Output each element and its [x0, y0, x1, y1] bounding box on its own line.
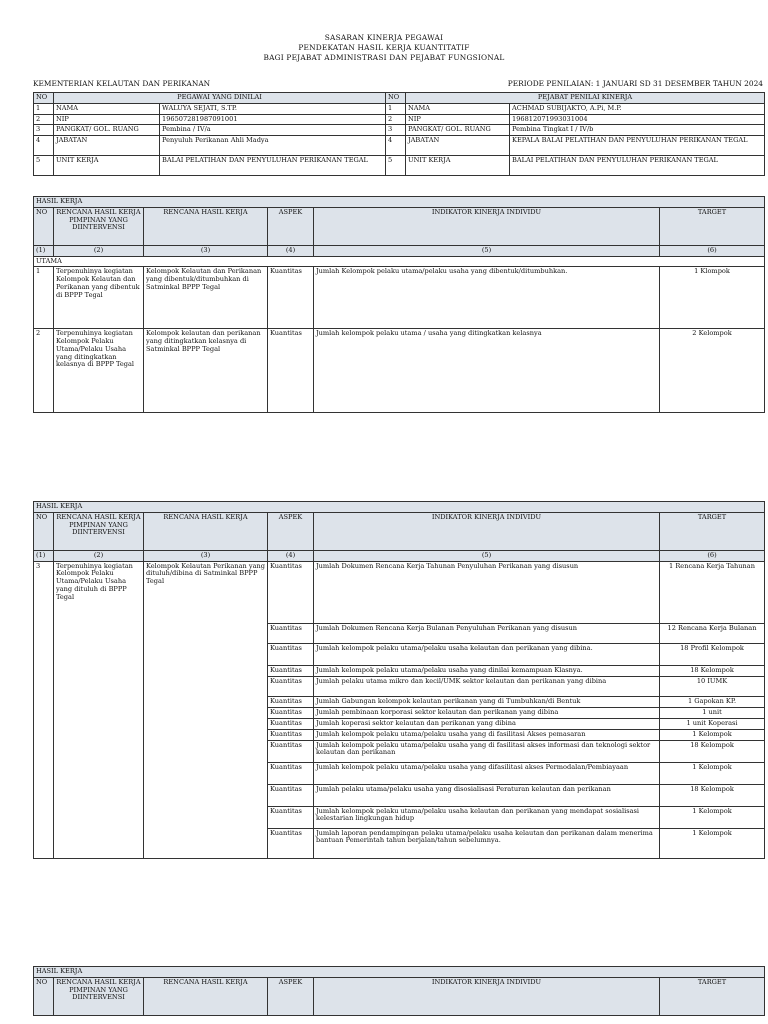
field-label: PANGKAT/ GOL. RUANG: [406, 125, 510, 136]
col-number: (2): [54, 245, 144, 256]
identity-row: [34, 103, 765, 114]
col-target: TARGET: [660, 977, 765, 1015]
table-row: [34, 329, 765, 413]
aspek: Kuantitas: [268, 267, 314, 329]
field-value: KEPALA BALAI PELATIHAN DAN PENYULUHAN PERIKANAN TEGAL: [510, 136, 765, 156]
identity-row: [34, 125, 765, 136]
row-number: 2: [386, 114, 406, 125]
col-number: (6): [660, 245, 765, 256]
col-number: (6): [660, 550, 765, 561]
field-label: JABATAN: [406, 136, 510, 156]
aspek: Kuantitas: [268, 762, 314, 784]
col-number: (2): [54, 550, 144, 561]
col-number: (4): [268, 245, 314, 256]
col-no: NO: [34, 977, 54, 1015]
item-number: 1: [34, 267, 54, 329]
aspek: Kuantitas: [268, 718, 314, 729]
aspek: Kuantitas: [268, 707, 314, 718]
doc-subtitle: PENDEKATAN HASIL KERJA KUANTITATIF: [298, 43, 470, 52]
aspek: Kuantitas: [268, 623, 314, 643]
row-number: 4: [386, 136, 406, 156]
col-number: (3): [144, 550, 268, 561]
indikator: Jumlah kelompok pelaku utama / usaha yang ditingkatkan kelasnya: [314, 329, 660, 413]
col-indikator: INDIKATOR KINERJA INDIVIDU: [314, 977, 660, 1015]
col-no: NO: [34, 93, 54, 104]
row-number: 4: [34, 136, 54, 156]
indikator: Jumlah kelompok pelaku utama/pelaku usaha kelautan dan perikanan yang dibina.: [314, 643, 660, 665]
field-value: BALAI PELATIHAN DAN PENYULUHAN PERIKANAN TEGAL: [510, 156, 765, 176]
target: 18 Profil Kelompok: [660, 643, 765, 665]
aspek: Kuantitas: [268, 729, 314, 740]
row-number: 3: [386, 125, 406, 136]
indikator: Jumlah Dokumen Rencana Kerja Tahunan Penyuluhan Perikanan yang disusun: [314, 561, 660, 623]
target: 1 Kelompok: [660, 729, 765, 740]
field-value: Penyuluh Perikanan Ahli Madya: [160, 136, 386, 156]
col-pegawai: PEGAWAI YANG DINILAI: [54, 93, 386, 104]
col-rencana-pimpinan: RENCANA HASIL KERJA PIMPINAN YANG DIINTERVENSI: [54, 977, 144, 1015]
rencana-pimpinan: Terpenuhinya kegiatan Kelompok Kelautan dan Perikanan yang dibentuk di BPPP Tegal: [54, 267, 144, 329]
ministry-name: KEMENTERIAN KELAUTAN DAN PERIKANAN: [33, 79, 211, 88]
aspek: Kuantitas: [268, 784, 314, 806]
indikator: Jumlah kelompok pelaku utama/pelaku usaha yang dinilai kemampuan Klasnya.: [314, 665, 660, 676]
col-rencana-pimpinan: RENCANA HASIL KERJA PIMPINAN YANG DIINTERVENSI: [54, 512, 144, 550]
row-number: 1: [386, 103, 406, 114]
target: 1 Klompok: [660, 267, 765, 329]
field-value: Pembina / IV/a: [160, 125, 386, 136]
field-label: UNIT KERJA: [406, 156, 510, 176]
field-label: NAMA: [54, 103, 160, 114]
field-label: NIP: [54, 114, 160, 125]
identity-body: [34, 103, 765, 175]
target: 1 Kelompok: [660, 806, 765, 828]
target: 1 unit Koperasi: [660, 718, 765, 729]
hasil-kerja-table-1: [33, 196, 765, 413]
rencana-hasil-kerja: Kelompok Kelautan Perikanan yang dituluh/dibina di Satminkal BPPP Tegal: [144, 561, 268, 858]
indikator: Jumlah koperasi sektor kelautan dan perikanan yang dibina: [314, 718, 660, 729]
row-number: 3: [34, 125, 54, 136]
doc-subtitle-2: BAGI PEJABAT ADMINISTRASI DAN PEJABAT FUNGSIONAL: [263, 53, 505, 62]
target: 1 Gapokan KP.: [660, 696, 765, 707]
field-value: 196812071993031004: [510, 114, 765, 125]
section-label: HASIL KERJA: [34, 967, 765, 978]
col-indikator: INDIKATOR KINERJA INDIVIDU: [314, 207, 660, 245]
indikator: Jumlah laporan pendampingan pelaku utama/pelaku usaha kelautan dan perikanan dalam menerima bantuan Pemerintah tahun berjalan/tahun sebelumnya.: [314, 828, 660, 858]
col-number: (5): [314, 550, 660, 561]
col-target: TARGET: [660, 207, 765, 245]
doc-title: SASARAN KINERJA PEGAWAI: [324, 33, 444, 42]
rencana-pimpinan: Terpenuhinya kegiatan Kelompok Pelaku Utama/Pelaku Usaha yang dituluh di BPPP Tegal: [54, 561, 144, 858]
identity-table: [33, 92, 765, 176]
col-indikator: INDIKATOR KINERJA INDIVIDU: [314, 512, 660, 550]
field-label: NIP: [406, 114, 510, 125]
row-number: 5: [386, 156, 406, 176]
field-value: BALAI PELATIHAN DAN PENYULUHAN PERIKANAN TEGAL: [160, 156, 386, 176]
col-number: (5): [314, 245, 660, 256]
indikator: Jumlah kelompok pelaku utama/pelaku usaha yang difasilitasi akses Permodalan/Pembiayaan: [314, 762, 660, 784]
section-label: HASIL KERJA: [34, 502, 765, 513]
section-label: HASIL KERJA: [34, 197, 765, 208]
rencana-hasil-kerja: Kelompok Kelautan dan Perikanan yang dibentuk/ditumbuhkan di Satminkal BPPP Tegal: [144, 267, 268, 329]
col-rencana: RENCANA HASIL KERJA: [144, 512, 268, 550]
identity-row: [34, 156, 765, 176]
field-label: UNIT KERJA: [54, 156, 160, 176]
rencana-hasil-kerja: Kelompok kelautan dan perikanan yang ditingkatkan kelasnya di Satminkal BPPP Tegal: [144, 329, 268, 413]
table-row: [34, 561, 765, 623]
hasil-kerja-table-3: [33, 966, 765, 1016]
col-penilai: PEJABAT PENILAI KINERJA: [406, 93, 765, 104]
assessment-period: PERIODE PENILAIAN: 1 JANUARI SD 31 DESEMBER TAHUN 2024: [507, 79, 763, 88]
col-aspek: ASPEK: [268, 977, 314, 1015]
field-value: 196507281987091001: [160, 114, 386, 125]
identity-row: [34, 136, 765, 156]
col-no: NO: [386, 93, 406, 104]
item-number: 2: [34, 329, 54, 413]
item-number: 3: [34, 561, 54, 858]
aspek: Kuantitas: [268, 665, 314, 676]
target: 12 Rencana Kerja Bulanan: [660, 623, 765, 643]
target: 1 Rencana Kerja Tahunan: [660, 561, 765, 623]
utama-label: UTAMA: [34, 256, 765, 267]
col-no: NO: [34, 207, 54, 245]
target: 18 Kelompok: [660, 665, 765, 676]
aspek: Kuantitas: [268, 643, 314, 665]
indikator: Jumlah Kelompok pelaku utama/pelaku usaha yang dibentuk/ditumbuhkan.: [314, 267, 660, 329]
col-rencana: RENCANA HASIL KERJA: [144, 977, 268, 1015]
aspek: Kuantitas: [268, 806, 314, 828]
col-number: (1): [34, 245, 54, 256]
target: 1 Kelompok: [660, 762, 765, 784]
table-row: [34, 267, 765, 329]
field-label: JABATAN: [54, 136, 160, 156]
col-rencana-pimpinan: RENCANA HASIL KERJA PIMPINAN YANG DIINTERVENSI: [54, 207, 144, 245]
identity-row: [34, 114, 765, 125]
field-label: PANGKAT/ GOL. RUANG: [54, 125, 160, 136]
aspek: Kuantitas: [268, 676, 314, 696]
aspek: Kuantitas: [268, 561, 314, 623]
col-aspek: ASPEK: [268, 207, 314, 245]
target: 1 Kelompok: [660, 828, 765, 858]
field-value: ACHMAD SUBIJAKTO, A.Pi, M.P.: [510, 103, 765, 114]
field-value: WALUYA SEJATI, S.TP.: [160, 103, 386, 114]
rencana-pimpinan: Terpenuhinya kegiatan Kelompok Pelaku Utama/Pelaku Usaha yang ditingkatkan kelasnya di BPPP Tegal: [54, 329, 144, 413]
field-value: Pembina Tingkat I / IV/b: [510, 125, 765, 136]
col-rencana: RENCANA HASIL KERJA: [144, 207, 268, 245]
indikator: Jumlah Dokumen Rencana Kerja Bulanan Penyuluhan Perikanan yang disusun: [314, 623, 660, 643]
indikator: Jumlah Gabungan kelompok kelautan perikanan yang di Tumbuhkan/di Bentuk: [314, 696, 660, 707]
target: 18 Kelompok: [660, 740, 765, 762]
col-aspek: ASPEK: [268, 512, 314, 550]
aspek: Kuantitas: [268, 828, 314, 858]
col-number: (3): [144, 245, 268, 256]
row-number: 2: [34, 114, 54, 125]
hasil-kerja-table-2: [33, 501, 765, 859]
target: 10 IUMK: [660, 676, 765, 696]
target: 18 Kelompok: [660, 784, 765, 806]
indikator: Jumlah pelaku utama/pelaku usaha yang disosialisasi Peraturan kelautan dan perikanan: [314, 784, 660, 806]
col-target: TARGET: [660, 512, 765, 550]
row-number: 5: [34, 156, 54, 176]
col-no: NO: [34, 512, 54, 550]
row-number: 1: [34, 103, 54, 114]
field-label: NAMA: [406, 103, 510, 114]
indikator: Jumlah kelompok pelaku utama/pelaku usaha kelautan dan perikanan yang mendapat sosialisasi kelestarian lingkungan hidup: [314, 806, 660, 828]
aspek: Kuantitas: [268, 329, 314, 413]
col-number: (1): [34, 550, 54, 561]
aspek: Kuantitas: [268, 740, 314, 762]
col-number: (4): [268, 550, 314, 561]
indikator: Jumlah kelompok pelaku utama/pelaku usaha yang di fasilitasi Akses pemasaran: [314, 729, 660, 740]
target: 2 Kelompok: [660, 329, 765, 413]
indikator: Jumlah kelompok pelaku utama/pelaku usaha yang di fasilitasi akses informasi dan teknologi sektor kelautan dan perikanan: [314, 740, 660, 762]
target: 1 unit: [660, 707, 765, 718]
indikator: Jumlah pembinaan korporasi sektor kelautan dan perikanan yang dibina: [314, 707, 660, 718]
indikator: Jumlah pelaku utama mikro dan kecil/UMK sektor kelautan dan perikanan yang dibina: [314, 676, 660, 696]
aspek: Kuantitas: [268, 696, 314, 707]
